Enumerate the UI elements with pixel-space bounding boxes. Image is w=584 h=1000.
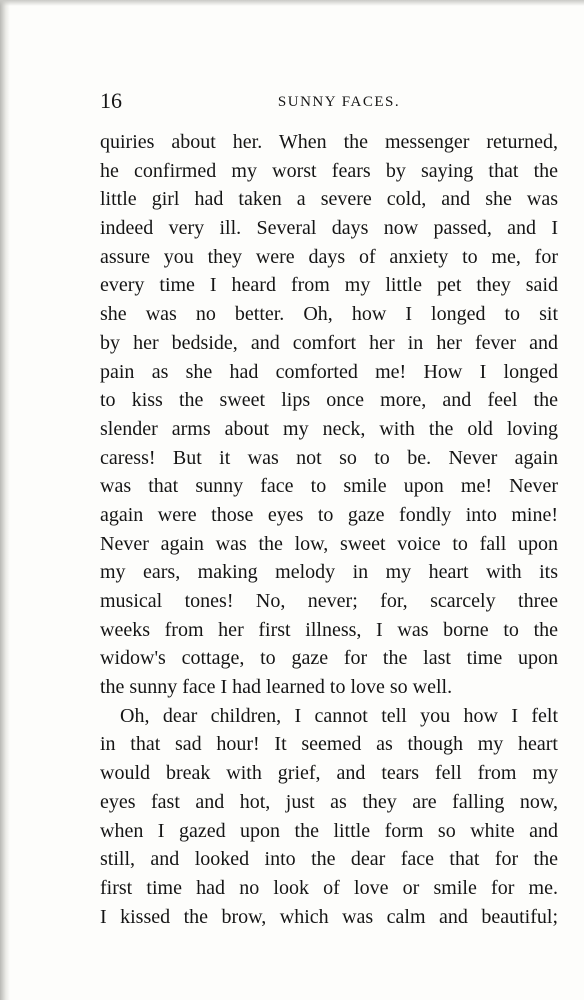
body-text [100, 128, 558, 931]
text-line: eyes fast and hot, just as they are falling now, [100, 790, 558, 813]
text-line: would break with grief, and tears fell from my [100, 762, 558, 785]
text-line: to kiss the sweet lips once more, and feel the [100, 389, 558, 412]
text-line: my ears, making melody in my heart with its [100, 561, 558, 584]
text-line: when I gazed upon the little form so white and [100, 819, 558, 842]
text-line: again were those eyes to gaze fondly into mine! [100, 503, 558, 526]
page-number: 16 [100, 88, 122, 113]
text-line: in that sad hour! It seemed as though my heart [100, 733, 558, 756]
text-line: widow's cottage, to gaze for the last time upon [100, 647, 558, 670]
text-line: little girl had taken a severe cold, and she was [100, 188, 558, 211]
text-line: by her bedside, and comfort her in her fever and [100, 331, 558, 354]
text-line: indeed very ill. Several days now passed, and I [100, 217, 558, 240]
running-title: SUNNY FACES. [277, 94, 401, 110]
text-line: musical tones! No, never; for, scarcely three [100, 590, 558, 612]
text-line: he confirmed my worst fears by saying that the [100, 159, 558, 182]
text-line: Oh, dear children, I cannot tell you how I felt [120, 704, 558, 727]
text-line: pain as she had comforted me! How I longed [100, 360, 558, 383]
scan-shadow-top [0, 0, 584, 6]
text-line: she was no better. Oh, how I longed to sit [100, 303, 558, 326]
text-line: weeks from her first illness, I was borne to the [100, 618, 558, 641]
text-line: Never again was the low, sweet voice to fall upon [100, 532, 558, 555]
text-line: first time had no look of love or smile for me. [100, 876, 558, 899]
text-line: the sunny face I had learned to love so well. [100, 676, 453, 699]
text-line: every time I heard from my little pet they said [100, 274, 558, 297]
text-line: still, and looked into the dear face that for the [100, 848, 558, 871]
page-header [100, 86, 558, 120]
text-line: I kissed the brow, which was calm and beautiful; [100, 905, 558, 928]
text-line: slender arms about my neck, with the old loving [100, 417, 558, 440]
text-line: caress! But it was not so to be. Never again [100, 446, 558, 469]
scan-shadow-left [0, 0, 10, 1000]
text-line: was that sunny face to smile upon me! Never [100, 475, 558, 498]
text-line: assure you they were days of anxiety to me, for [100, 245, 558, 268]
text-line: quiries about her. When the messenger returned, [100, 131, 558, 153]
